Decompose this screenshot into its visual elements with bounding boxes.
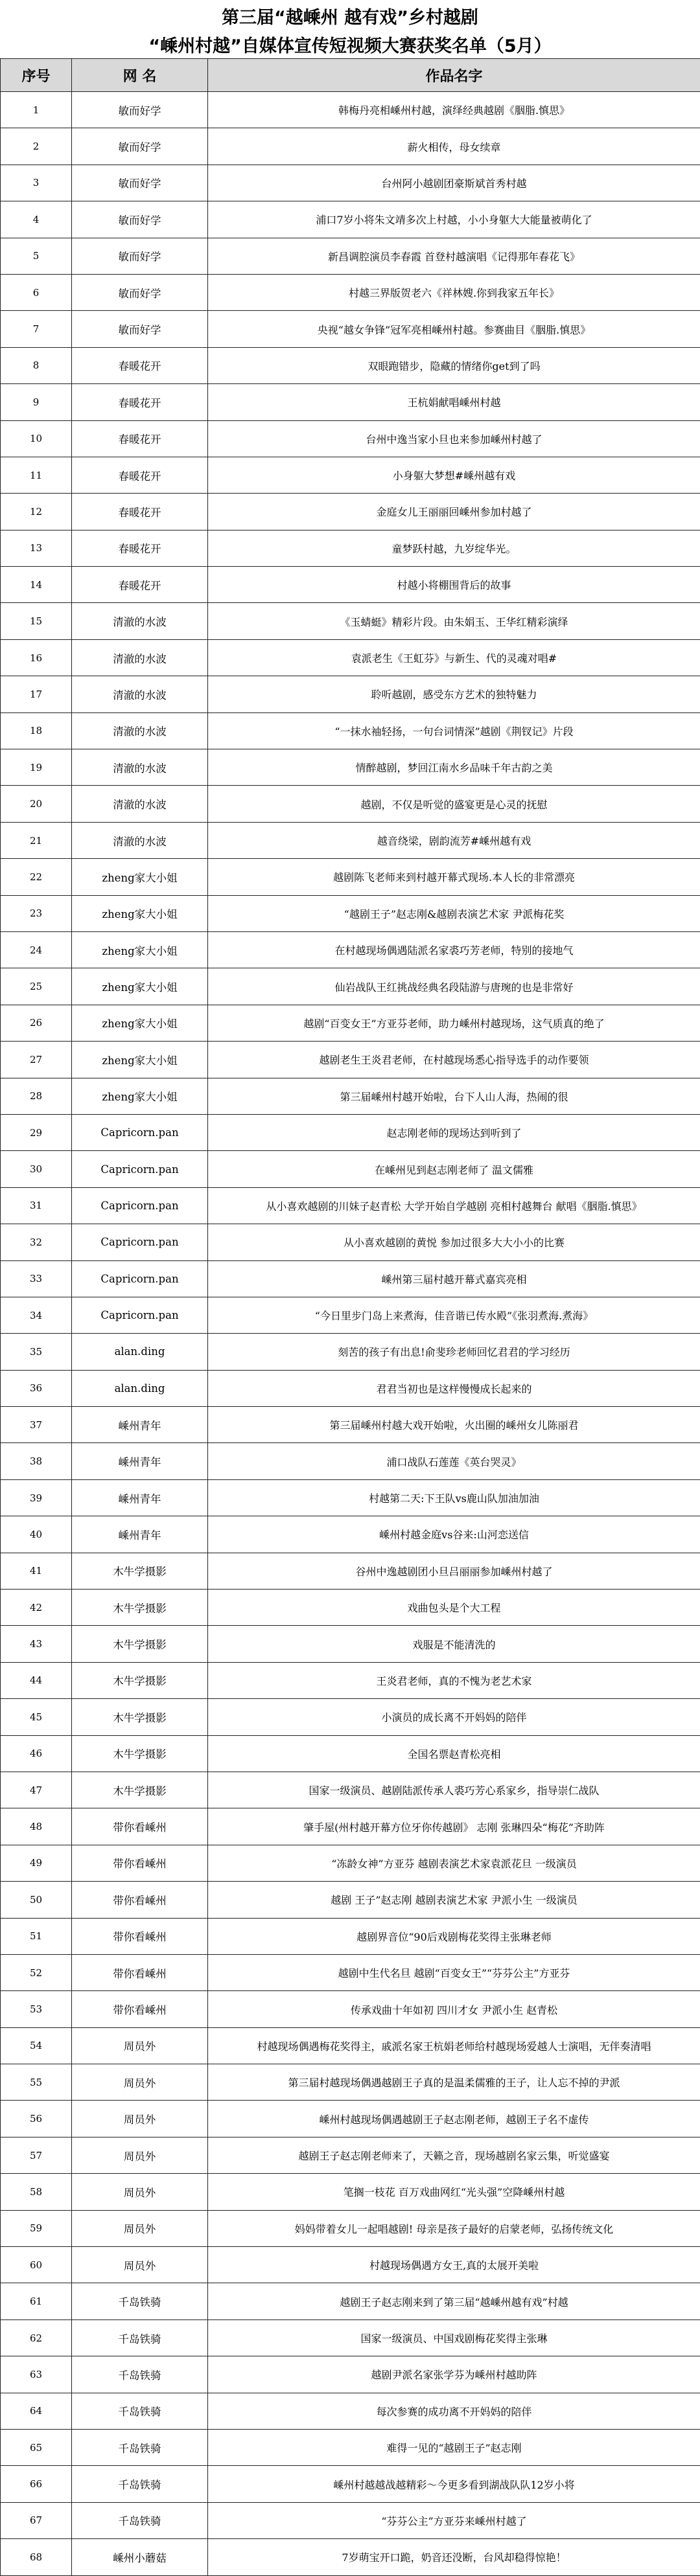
table-row	[1, 2502, 700, 2538]
table-row	[1, 2356, 700, 2393]
table-row	[1, 1516, 700, 1553]
row-work-title-cell: 《玉蜻蜓》精彩片段。由朱娟玉、王华红精彩演绎	[208, 603, 700, 639]
row-work-title-cell: 刻苦的孩子有出息!俞斐珍老师回忆君君的学习经历	[208, 1334, 700, 1370]
row-work-title-cell: 浦口7岁小将朱文靖多次上村越，小小身躯大大能量被萌化了	[208, 201, 700, 238]
row-number-cell: 41	[1, 1553, 72, 1589]
row-number-cell: 26	[1, 1005, 72, 1041]
table-row	[1, 1370, 700, 1406]
row-work-title-cell: 央视“越女争锋”冠军亮相嵊州村越。参赛曲目《胭脂.慎思》	[208, 311, 700, 347]
row-username-cell: Capricorn.pan	[72, 1114, 208, 1150]
row-number-cell: 44	[1, 1662, 72, 1698]
table-row	[1, 2027, 700, 2064]
row-number-cell: 65	[1, 2430, 72, 2466]
row-username-cell: 敏而好学	[72, 165, 208, 201]
row-number-cell: 29	[1, 1114, 72, 1150]
row-username-cell: 清澈的水波	[72, 639, 208, 676]
row-username-cell: 敏而好学	[72, 201, 208, 238]
page-title: 第三届“越嵊州 越有戏”乡村越剧	[0, 4, 700, 32]
table-row	[1, 1918, 700, 1954]
row-number-cell: 38	[1, 1443, 72, 1479]
table-row	[1, 274, 700, 310]
row-number-cell: 30	[1, 1151, 72, 1187]
row-work-title-cell: 越剧 王子”赵志刚 越剧表演艺术家 尹派小生 一级演员	[208, 1882, 700, 1918]
row-number-cell: 31	[1, 1187, 72, 1224]
row-work-title-cell: 从小喜欢越剧的川妹子赵青松 大学开始自学越剧 亮相村越舞台 献唱《胭脂.慎思》	[208, 1187, 700, 1224]
table-row	[1, 1042, 700, 1078]
table-row	[1, 420, 700, 457]
row-username-cell: 千岛铁骑	[72, 2356, 208, 2393]
row-username-cell: 敏而好学	[72, 128, 208, 165]
row-number-cell: 15	[1, 603, 72, 639]
row-work-title-cell: 韩梅丹亮相嵊州村越，演绎经典越剧《胭脂.慎思》	[208, 92, 700, 128]
row-work-title-cell: 谷州中逸越剧团小旦吕丽丽参加嵊州村越了	[208, 1553, 700, 1589]
table-row	[1, 931, 700, 968]
row-work-title-cell: 越剧界音位“90后戏剧梅花奖得主张琳老师	[208, 1918, 700, 1954]
row-number-cell: 33	[1, 1260, 72, 1297]
row-work-title-cell: 村越小将棚围背后的故事	[208, 567, 700, 603]
row-work-title-cell: “一抹水袖轻扬，一句台词情深”越剧《荆钗记》片段	[208, 712, 700, 749]
table-row	[1, 2466, 700, 2502]
row-work-title-cell: 越剧王子赵志刚老师来了，天籁之音，现场越剧名家云集，听觉盛宴	[208, 2137, 700, 2173]
row-username-cell: 春暖花开	[72, 494, 208, 530]
row-number-cell: 9	[1, 384, 72, 420]
row-work-title-cell: 戏服是不能清洗的	[208, 1626, 700, 1662]
row-work-title-cell: 在嵊州见到赵志刚老师了 温文儒雅	[208, 1151, 700, 1187]
row-work-title-cell: 第三届嵊州村越大戏开始啦，火出圈的嵊州女儿陈丽君	[208, 1407, 700, 1443]
row-work-title-cell: 7岁萌宝开口跪，奶音还没断，台风却稳得惊艳！	[208, 2539, 700, 2575]
row-number-cell: 35	[1, 1334, 72, 1370]
row-work-title-cell: 越音绕梁，剧韵流芳#嵊州越有戏	[208, 822, 700, 858]
row-work-title-cell: 薪火相传，母女续章	[208, 128, 700, 165]
title-block	[0, 0, 700, 58]
table-row	[1, 1845, 700, 1881]
row-number-cell: 8	[1, 347, 72, 383]
table-row	[1, 2101, 700, 2137]
row-number-cell: 36	[1, 1370, 72, 1406]
row-work-title-cell: 全国名票赵青松亮相	[208, 1735, 700, 1772]
table-row	[1, 1005, 700, 1041]
row-number-cell: 58	[1, 2174, 72, 2210]
row-username-cell: 周员外	[72, 2174, 208, 2210]
row-number-cell: 23	[1, 895, 72, 931]
table-row	[1, 457, 700, 493]
row-work-title-cell: 村越第二天:下王队vs鹿山队加油加油	[208, 1479, 700, 1516]
row-number-cell: 13	[1, 530, 72, 566]
row-work-title-cell: 村越三界版贺老六《祥林嫂.你到我家五年长》	[208, 274, 700, 310]
row-work-title-cell: 王炎君老师，真的不愧为老艺术家	[208, 1662, 700, 1698]
table-row	[1, 1662, 700, 1698]
row-number-cell: 63	[1, 2356, 72, 2393]
row-username-cell: 周员外	[72, 2101, 208, 2137]
row-work-title-cell: 嵊州村越金庭vs谷来:山河恋送信	[208, 1516, 700, 1553]
row-number-cell: 34	[1, 1297, 72, 1333]
row-number-cell: 66	[1, 2466, 72, 2502]
row-number-cell: 2	[1, 128, 72, 165]
row-username-cell: 千岛铁骑	[72, 2283, 208, 2320]
row-number-cell: 42	[1, 1590, 72, 1626]
row-username-cell: 清澈的水波	[72, 786, 208, 822]
table-row	[1, 1078, 700, 1114]
row-work-title-cell: 难得一见的“越剧王子”赵志刚	[208, 2430, 700, 2466]
row-number-cell: 21	[1, 822, 72, 858]
row-work-title-cell: “冻龄女神”方亚芬 越剧表演艺术家袁派花旦 一级演员	[208, 1845, 700, 1881]
row-username-cell: Capricorn.pan	[72, 1151, 208, 1187]
row-number-cell: 17	[1, 676, 72, 712]
table-row	[1, 1407, 700, 1443]
row-number-cell: 68	[1, 2539, 72, 2575]
table-row	[1, 165, 700, 201]
table-row	[1, 2539, 700, 2575]
row-username-cell: 木牛学摄影	[72, 1662, 208, 1698]
row-username-cell: 嵊州青年	[72, 1407, 208, 1443]
row-work-title-cell: 传承戏曲十年如初 四川才女 尹派小生 赵青松	[208, 1991, 700, 2027]
row-work-title-cell: 嵊州第三届村越开幕式嘉宾亮相	[208, 1260, 700, 1297]
table-row	[1, 494, 700, 530]
row-username-cell: 周员外	[72, 2064, 208, 2101]
row-username-cell: 清澈的水波	[72, 749, 208, 786]
row-username-cell: 木牛学摄影	[72, 1626, 208, 1662]
row-number-cell: 61	[1, 2283, 72, 2320]
table-header-row	[1, 59, 700, 92]
table-row	[1, 2393, 700, 2429]
row-number-cell: 32	[1, 1224, 72, 1260]
row-work-title-cell: 越剧中生代名旦 越剧“百变女王”“芬芬公主”方亚芬	[208, 1954, 700, 1990]
row-username-cell: 嵊州小蘑菇	[72, 2539, 208, 2575]
row-number-cell: 67	[1, 2502, 72, 2538]
table-row	[1, 639, 700, 676]
row-username-cell: zheng家大小姐	[72, 1078, 208, 1114]
row-username-cell: 千岛铁骑	[72, 2502, 208, 2538]
row-username-cell: 敏而好学	[72, 92, 208, 128]
table-row	[1, 1882, 700, 1918]
row-number-cell: 4	[1, 201, 72, 238]
row-number-cell: 50	[1, 1882, 72, 1918]
table-row	[1, 201, 700, 238]
row-number-cell: 64	[1, 2393, 72, 2429]
row-work-title-cell: 戏曲包头是个大工程	[208, 1590, 700, 1626]
row-username-cell: 千岛铁骑	[72, 2320, 208, 2356]
table-row	[1, 1479, 700, 1516]
table-row	[1, 968, 700, 1005]
row-username-cell: 嵊州青年	[72, 1479, 208, 1516]
table-row	[1, 1626, 700, 1662]
row-number-cell: 54	[1, 2027, 72, 2064]
table-row	[1, 822, 700, 858]
row-number-cell: 49	[1, 1845, 72, 1881]
row-number-cell: 56	[1, 2101, 72, 2137]
row-work-title-cell: 村越现场偶遇方女王,真的太展开美啦	[208, 2247, 700, 2283]
row-username-cell: 春暖花开	[72, 420, 208, 457]
table-row	[1, 2137, 700, 2173]
row-work-title-cell: 台州阿小越剧团豪斯斌首秀村越	[208, 165, 700, 201]
row-work-title-cell: 童梦跃村越，九岁绽华光。	[208, 530, 700, 566]
row-work-title-cell: 浦口战队石莲莲《英台哭灵》	[208, 1443, 700, 1479]
row-username-cell: zheng家大小姐	[72, 968, 208, 1005]
row-username-cell: 木牛学摄影	[72, 1553, 208, 1589]
table-row	[1, 1553, 700, 1589]
row-username-cell: 带你看嵊州	[72, 1882, 208, 1918]
table-row	[1, 1260, 700, 1297]
row-username-cell: 带你看嵊州	[72, 1845, 208, 1881]
row-work-title-cell: 国家一级演员、中国戏剧梅花奖得主张琳	[208, 2320, 700, 2356]
table-row	[1, 1224, 700, 1260]
table-row	[1, 567, 700, 603]
table-row	[1, 1443, 700, 1479]
row-work-title-cell: 越剧陈飞老师来到村越开幕式现场.本人长的非常漂亮	[208, 859, 700, 895]
row-work-title-cell: 袁派老生《王虹芬》与新生、代的灵魂对唱#	[208, 639, 700, 676]
row-number-cell: 46	[1, 1735, 72, 1772]
row-number-cell: 12	[1, 494, 72, 530]
table-row	[1, 1590, 700, 1626]
table-row	[1, 1735, 700, 1772]
table-row	[1, 1954, 700, 1990]
row-number-cell: 5	[1, 238, 72, 274]
row-number-cell: 27	[1, 1042, 72, 1078]
row-username-cell: 春暖花开	[72, 567, 208, 603]
row-username-cell: zheng家大小姐	[72, 1005, 208, 1041]
row-work-title-cell: 越剧“百变女王”方亚芬老师，助力嵊州村越现场，这气质真的绝了	[208, 1005, 700, 1041]
table-row	[1, 2247, 700, 2283]
row-username-cell: 带你看嵊州	[72, 1808, 208, 1845]
table-row	[1, 1334, 700, 1370]
row-username-cell: 清澈的水波	[72, 676, 208, 712]
table-row	[1, 2283, 700, 2320]
row-work-title-cell: 第三届嵊州村越开始啦，台下人山人海，热闹的很	[208, 1078, 700, 1114]
row-username-cell: 周员外	[72, 2210, 208, 2246]
table-row	[1, 2064, 700, 2101]
row-work-title-cell: 仙岩战队王红挑战经典名段陆游与唐琬的也是非常好	[208, 968, 700, 1005]
table-row	[1, 1699, 700, 1735]
row-number-cell: 14	[1, 567, 72, 603]
row-username-cell: zheng家大小姐	[72, 895, 208, 931]
row-username-cell: 木牛学摄影	[72, 1735, 208, 1772]
row-work-title-cell: 越剧，不仅是听觉的盛宴更是心灵的抚慰	[208, 786, 700, 822]
table-row	[1, 92, 700, 128]
row-username-cell: 敏而好学	[72, 274, 208, 310]
row-number-cell: 53	[1, 1991, 72, 2027]
row-number-cell: 51	[1, 1918, 72, 1954]
page-subtitle: “嵊州村越”自媒体宣传短视频大赛获奖名单（5月）	[0, 32, 700, 61]
row-number-cell: 62	[1, 2320, 72, 2356]
row-number-cell: 24	[1, 931, 72, 968]
row-username-cell: 敏而好学	[72, 311, 208, 347]
row-work-title-cell: 双眼跑错步，隐藏的情绪你get到了吗	[208, 347, 700, 383]
row-number-cell: 25	[1, 968, 72, 1005]
row-number-cell: 45	[1, 1699, 72, 1735]
row-username-cell: 周员外	[72, 2027, 208, 2064]
row-work-title-cell: 国家一级演员、越剧陆派传承人裘巧芳心系家乡，指导崇仁战队	[208, 1772, 700, 1808]
row-work-title-cell: 从小喜欢越剧的黄悦 参加过很多大大小小的比赛	[208, 1224, 700, 1260]
row-number-cell: 57	[1, 2137, 72, 2173]
table-row	[1, 2430, 700, 2466]
row-username-cell: zheng家大小姐	[72, 931, 208, 968]
row-username-cell: Capricorn.pan	[72, 1224, 208, 1260]
row-work-title-cell: 第三届村越现场偶遇越剧王子真的是温柔儒雅的王子，让人忘不掉的尹派	[208, 2064, 700, 2101]
row-number-cell: 60	[1, 2247, 72, 2283]
table-row	[1, 676, 700, 712]
table-row	[1, 895, 700, 931]
row-number-cell: 47	[1, 1772, 72, 1808]
row-work-title-cell: 越剧老生王炎君老师，在村越现场悉心指导选手的动作要领	[208, 1042, 700, 1078]
row-username-cell: 清澈的水波	[72, 603, 208, 639]
row-number-cell: 22	[1, 859, 72, 895]
row-work-title-cell: 王杭娟献唱嵊州村越	[208, 384, 700, 420]
table-row	[1, 347, 700, 383]
row-work-title-cell: 小身躯大梦想#嵊州越有戏	[208, 457, 700, 493]
row-username-cell: 嵊州青年	[72, 1516, 208, 1553]
row-username-cell: 带你看嵊州	[72, 1954, 208, 1990]
table-row	[1, 1297, 700, 1333]
row-number-cell: 48	[1, 1808, 72, 1845]
row-work-title-cell: 金庭女儿王丽丽回嵊州参加村越了	[208, 494, 700, 530]
row-number-cell: 28	[1, 1078, 72, 1114]
row-username-cell: 带你看嵊州	[72, 1991, 208, 2027]
table-row	[1, 2210, 700, 2246]
row-work-title-cell: “芬芬公主”方亚芬来嵊州村越了	[208, 2502, 700, 2538]
row-number-cell: 11	[1, 457, 72, 493]
row-username-cell: 嵊州青年	[72, 1443, 208, 1479]
row-work-title-cell: 小演员的成长离不开妈妈的陪伴	[208, 1699, 700, 1735]
row-username-cell: 春暖花开	[72, 347, 208, 383]
header-work-title: 作品名字	[208, 59, 700, 92]
row-work-title-cell: 赵志刚老师的现场达到听到了	[208, 1114, 700, 1150]
row-number-cell: 6	[1, 274, 72, 310]
row-number-cell: 52	[1, 1954, 72, 1990]
row-username-cell: Capricorn.pan	[72, 1187, 208, 1224]
row-work-title-cell: 妈妈带着女儿一起唱越剧! 母亲是孩子最好的启蒙老师，弘扬传统文化	[208, 2210, 700, 2246]
row-number-cell: 55	[1, 2064, 72, 2101]
row-username-cell: 木牛学摄影	[72, 1590, 208, 1626]
row-number-cell: 40	[1, 1516, 72, 1553]
row-username-cell: 木牛学摄影	[72, 1699, 208, 1735]
table-body	[1, 92, 700, 2576]
row-work-title-cell: 越剧王子赵志刚来到了第三届“越嵊州越有戏”村越	[208, 2283, 700, 2320]
row-number-cell: 59	[1, 2210, 72, 2246]
row-username-cell: 带你看嵊州	[72, 1918, 208, 1954]
row-work-title-cell: 嵊州村越现场偶遇越剧王子赵志刚老师，越剧王子名不虚传	[208, 2101, 700, 2137]
row-work-title-cell: 台州中逸当家小旦也来参加嵊州村越了	[208, 420, 700, 457]
row-username-cell: 春暖花开	[72, 457, 208, 493]
table-row	[1, 712, 700, 749]
row-username-cell: zheng家大小姐	[72, 1042, 208, 1078]
header-username: 网 名	[72, 59, 208, 92]
row-username-cell: zheng家大小姐	[72, 859, 208, 895]
row-username-cell: 千岛铁骑	[72, 2466, 208, 2502]
table-row	[1, 603, 700, 639]
row-work-title-cell: 肇手屋(州村越开幕方位牙你传越剧》 志刚 张琳四朵“梅花”齐助阵	[208, 1808, 700, 1845]
row-username-cell: 敏而好学	[72, 238, 208, 274]
row-username-cell: 木牛学摄影	[72, 1772, 208, 1808]
table-row	[1, 311, 700, 347]
winners-table	[0, 58, 700, 2576]
row-username-cell: 千岛铁骑	[72, 2430, 208, 2466]
table-row	[1, 786, 700, 822]
table-row	[1, 238, 700, 274]
row-work-title-cell: 在村越现场偶遇陆派名家裘巧芳老师，特别的接地气	[208, 931, 700, 968]
table-row	[1, 1991, 700, 2027]
row-work-title-cell: “越剧王子”赵志刚&越剧表演艺术家 尹派梅花奖	[208, 895, 700, 931]
row-number-cell: 19	[1, 749, 72, 786]
row-username-cell: 清澈的水波	[72, 712, 208, 749]
row-work-title-cell: 君君当初也是这样慢慢成长起来的	[208, 1370, 700, 1406]
row-username-cell: alan.ding	[72, 1370, 208, 1406]
table-row	[1, 1772, 700, 1808]
row-number-cell: 10	[1, 420, 72, 457]
row-work-title-cell: 嵊州村越越战越精彩～今更多看到湖战队队12岁小将	[208, 2466, 700, 2502]
row-number-cell: 16	[1, 639, 72, 676]
row-work-title-cell: 村越现场偶遇梅花奖得主，戚派名家王杭娟老师给村越现场爱越人士演唱，无伴奏清唱	[208, 2027, 700, 2064]
row-username-cell: Capricorn.pan	[72, 1260, 208, 1297]
row-number-cell: 37	[1, 1407, 72, 1443]
row-work-title-cell: 情醉越剧，梦回江南水乡品味千年古韵之美	[208, 749, 700, 786]
row-username-cell: 春暖花开	[72, 530, 208, 566]
row-work-title-cell: “今日里步门岛上来煮海，佳音谐已传水殿”《张羽煮海.煮海》	[208, 1297, 700, 1333]
row-username-cell: 千岛铁骑	[72, 2393, 208, 2429]
row-number-cell: 20	[1, 786, 72, 822]
row-work-title-cell: 越剧尹派名家张学芬为嵊州村越助阵	[208, 2356, 700, 2393]
row-work-title-cell: 聆听越剧，感受东方艺术的独特魅力	[208, 676, 700, 712]
table-row	[1, 2174, 700, 2210]
row-username-cell: 周员外	[72, 2137, 208, 2173]
row-number-cell: 43	[1, 1626, 72, 1662]
row-username-cell: Capricorn.pan	[72, 1297, 208, 1333]
table-row	[1, 1151, 700, 1187]
row-number-cell: 3	[1, 165, 72, 201]
row-work-title-cell: 每次参赛的成功离不开妈妈的陪伴	[208, 2393, 700, 2429]
row-number-cell: 7	[1, 311, 72, 347]
table-row	[1, 749, 700, 786]
row-number-cell: 1	[1, 92, 72, 128]
table-row	[1, 530, 700, 566]
table-row	[1, 1808, 700, 1845]
table-row	[1, 859, 700, 895]
table-row	[1, 1187, 700, 1224]
table-row	[1, 128, 700, 165]
table-row	[1, 2320, 700, 2356]
row-number-cell: 39	[1, 1479, 72, 1516]
row-username-cell: 周员外	[72, 2247, 208, 2283]
row-work-title-cell: 新昌调腔演员李春霞 首登村越演唱《记得那年春花飞》	[208, 238, 700, 274]
header-number: 序号	[1, 59, 72, 92]
row-username-cell: alan.ding	[72, 1334, 208, 1370]
row-username-cell: 清澈的水波	[72, 822, 208, 858]
row-work-title-cell: 笔搁一枝花 百万戏曲网红“光头强”空降嵊州村越	[208, 2174, 700, 2210]
table-row	[1, 1114, 700, 1150]
row-number-cell: 18	[1, 712, 72, 749]
table-row	[1, 384, 700, 420]
row-username-cell: 春暖花开	[72, 384, 208, 420]
